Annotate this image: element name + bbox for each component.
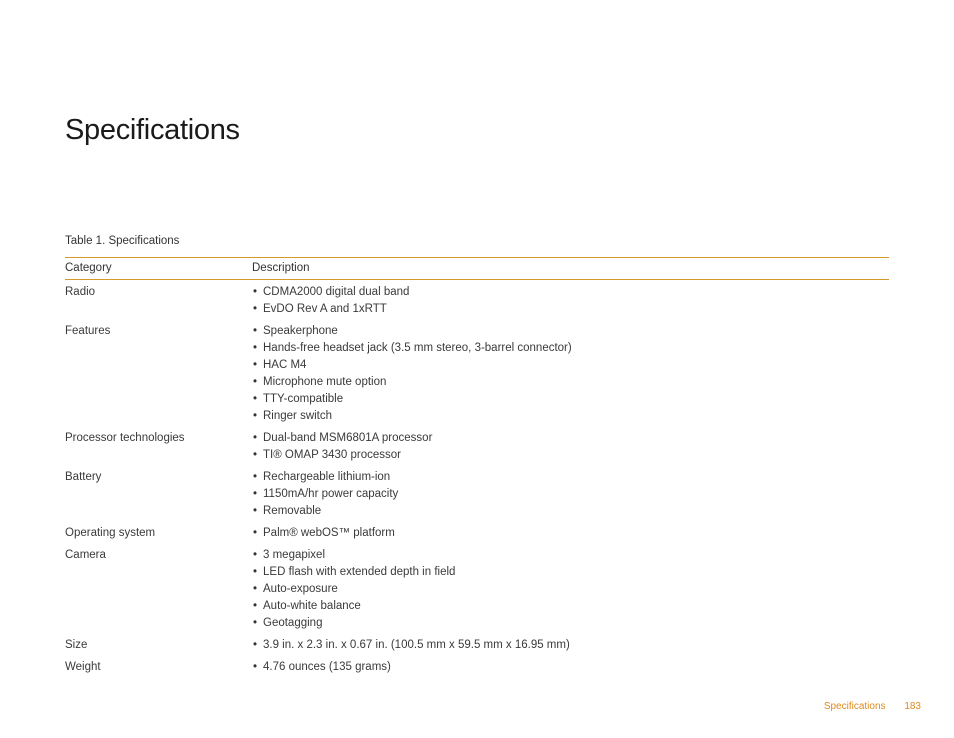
category-cell: Features xyxy=(65,325,111,337)
table-row xyxy=(65,319,889,426)
description-list xyxy=(252,637,889,654)
description-list xyxy=(252,525,889,542)
category-cell: Radio xyxy=(65,286,96,298)
description-cell xyxy=(252,280,889,320)
specifications-table xyxy=(65,257,889,677)
footer-section-label: Specifications xyxy=(823,701,886,712)
category-cell: Camera xyxy=(65,549,106,561)
list-item: • Rechargeable lithium-ion xyxy=(252,469,889,486)
category-cell: Processor technologies xyxy=(65,432,185,444)
description-cell xyxy=(252,319,889,426)
table-row xyxy=(65,655,889,677)
list-item: • Hands-free headset jack (3.5 mm stereo, 3-barrel connector) xyxy=(252,340,889,357)
description-list xyxy=(252,430,889,464)
category-cell: Operating system xyxy=(65,527,156,539)
table-row xyxy=(65,543,889,633)
description-cell xyxy=(252,655,889,677)
description-cell xyxy=(252,633,889,655)
list-item: • 3.9 in. x 2.3 in. x 0.67 in. (100.5 mm x 59.5 mm x 16.95 mm) xyxy=(252,637,889,654)
category-cell: Weight xyxy=(65,661,101,673)
table-row xyxy=(65,633,889,655)
category-header: Category xyxy=(65,258,252,280)
description-list xyxy=(252,547,889,632)
list-item: • EvDO Rev A and 1xRTT xyxy=(252,301,889,318)
table-row xyxy=(65,521,889,543)
description-list xyxy=(252,284,889,318)
list-item: • Ringer switch xyxy=(252,408,889,425)
list-item: • Removable xyxy=(252,503,889,520)
description-list xyxy=(252,469,889,520)
page-title: Specifications xyxy=(65,114,240,146)
header-row xyxy=(65,258,889,280)
list-item: • 3 megapixel xyxy=(252,547,889,564)
list-item: • 1150mA/hr power capacity xyxy=(252,486,889,503)
list-item: • Palm® webOS™ platform xyxy=(252,525,889,542)
list-item: • CDMA2000 digital dual band xyxy=(252,284,889,301)
list-item: • Speakerphone xyxy=(252,323,889,340)
description-header: Description xyxy=(252,258,889,280)
page-number: 183 xyxy=(904,701,921,712)
table-row xyxy=(65,280,889,320)
list-item: • TI® OMAP 3430 processor xyxy=(252,447,889,464)
description-cell xyxy=(252,521,889,543)
category-cell: Size xyxy=(65,639,88,651)
page-footer xyxy=(824,701,921,712)
category-cell: Battery xyxy=(65,471,102,483)
list-item: • Auto-exposure xyxy=(252,581,889,598)
table-header xyxy=(65,258,889,280)
list-item: • HAC M4 xyxy=(252,357,889,374)
list-item: • LED flash with extended depth in field xyxy=(252,564,889,581)
list-item: • Microphone mute option xyxy=(252,374,889,391)
list-item: • Dual-band MSM6801A processor xyxy=(252,430,889,447)
description-cell xyxy=(252,465,889,521)
list-item: • Auto-white balance xyxy=(252,598,889,615)
description-cell xyxy=(252,426,889,465)
list-item: • 4.76 ounces (135 grams) xyxy=(252,659,889,676)
table-caption: Table 1. Specifications xyxy=(65,235,180,247)
table-body xyxy=(65,280,889,678)
description-cell xyxy=(252,543,889,633)
description-list xyxy=(252,659,889,676)
description-list xyxy=(252,323,889,425)
table-row xyxy=(65,426,889,465)
list-item: • TTY-compatible xyxy=(252,391,889,408)
table-row xyxy=(65,465,889,521)
list-item: • Geotagging xyxy=(252,615,889,632)
